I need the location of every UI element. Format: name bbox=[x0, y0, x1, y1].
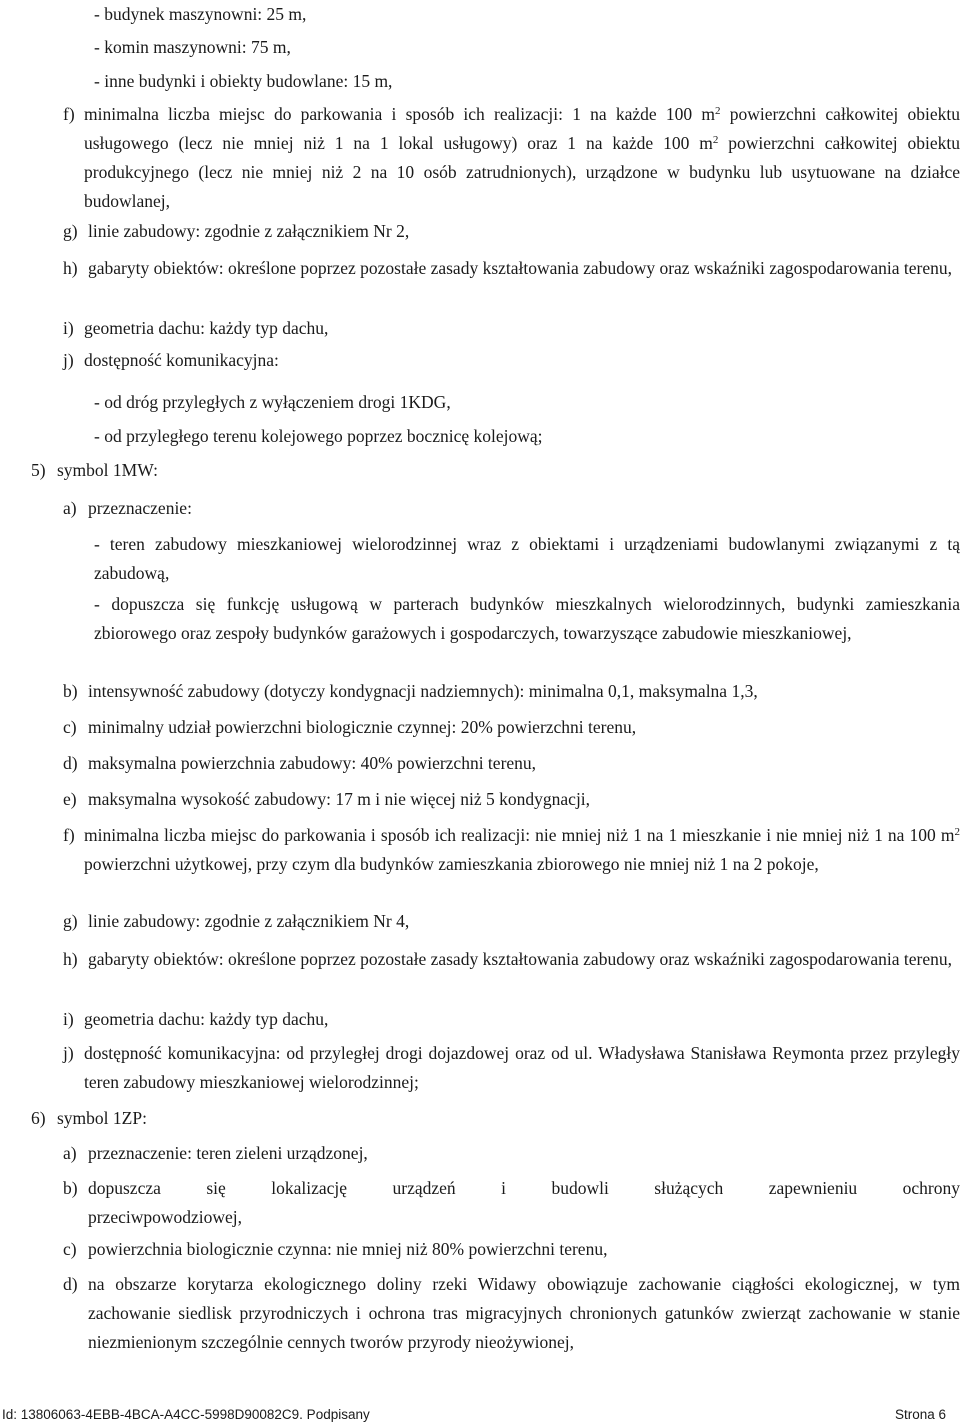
item-text: maksymalna wysokość zabudowy: 17 m i nie więcej niż 5 kondygnacji, bbox=[88, 789, 591, 809]
item-h-dimensions bbox=[0, 945, 960, 1003]
item-label: c) bbox=[63, 1239, 77, 1259]
item-label: g) bbox=[63, 221, 78, 241]
item-label: f) bbox=[63, 825, 75, 845]
item-text: linie zabudowy: zgodnie z załącznikiem Nr 4, bbox=[88, 911, 410, 931]
page-number: Strona 6 bbox=[894, 1407, 946, 1422]
list-item: - od dróg przyległych z wyłączeniem drogi 1KDG, bbox=[94, 392, 451, 412]
item-label: g) bbox=[63, 911, 78, 931]
item-text: minimalna liczba miejsc do parkowania i sposób ich realizacji: 1 na każde 100 $m^2$ powierzchni całkowitej obiektu usługowego (lecz nie mniej niż 1 na 1 lokal usługowy) oraz 1 na każde 100 $m^2$ powierzchni całkowitej obiektu produkcyjnego (lecz nie mniej niż 2 na 10 osób zatrudnionych), urządzone w budynku lub usytuowane na działce budowlanej, bbox=[84, 104, 960, 211]
item-text: dopuszcza się lokalizację urządzeń i budowli służących zapewnieniu ochrony przeciwpowodziowej, bbox=[88, 1178, 960, 1227]
page-footer bbox=[0, 1405, 960, 1425]
item-text: powierzchnia biologicznie czynna: nie mniej niż 80% powierzchni terenu, bbox=[88, 1239, 608, 1259]
item-b-intensity bbox=[0, 677, 960, 706]
item-label: b) bbox=[63, 1178, 78, 1198]
item-label: a) bbox=[63, 1143, 77, 1163]
item-b-flood-protection bbox=[0, 1174, 960, 1232]
list-item: - teren zabudowy mieszkaniowej wielorodzinnej wraz z obiektami i urządzeniami budowlanymi związanymi z tą zabudową, bbox=[94, 534, 960, 583]
item-label: b) bbox=[63, 681, 78, 701]
list-item: - dopuszcza się funkcję usługową w parterach budynków mieszkalnych wielorodzinnych, budynki zamieszkania zbiorowego oraz zespoły budynków garażowych i gospodarczych, towarzyszące zabudowie mieszkaniowej, bbox=[94, 594, 960, 643]
item-i-roof bbox=[0, 1005, 960, 1034]
item-text: geometria dachu: każdy typ dachu, bbox=[84, 1009, 329, 1029]
item-label: j) bbox=[63, 350, 74, 370]
item-f-parking bbox=[0, 100, 960, 216]
section-text: symbol 1ZP: bbox=[57, 1108, 147, 1128]
section-5-heading bbox=[0, 456, 960, 485]
item-label: f) bbox=[63, 104, 75, 124]
document-id: Id: 13806063-4EBB-4BCA-A4CC-5998D90082C9. Podpisany bbox=[2, 1407, 370, 1422]
item-text: gabaryty obiektów: określone poprzez pozostałe zasady kształtowania zabudowy oraz wskaźniki zagospodarowania terenu, bbox=[88, 258, 952, 278]
item-text: minimalny udział powierzchni biologicznie czynnej: 20% powierzchni terenu, bbox=[88, 717, 637, 737]
item-h-dimensions bbox=[0, 254, 960, 312]
item-text: geometria dachu: każdy typ dachu, bbox=[84, 318, 329, 338]
item-text: dostępność komunikacyjna: bbox=[84, 350, 279, 370]
item-label: j) bbox=[63, 1043, 74, 1063]
item-text: dostępność komunikacyjna: od przyległej drogi dojazdowej oraz od ul. Władysława Stanisława Reymonta przez przyległy teren zabudowy mieszkaniowej wielorodzinnej; bbox=[84, 1043, 960, 1092]
item-label: i) bbox=[63, 318, 74, 338]
section-label: 5) bbox=[31, 460, 46, 480]
item-d-ecological-corridor bbox=[0, 1270, 960, 1386]
item-f-parking bbox=[0, 821, 960, 908]
item-label: d) bbox=[63, 753, 78, 773]
item-label: a) bbox=[63, 498, 77, 518]
section-label: 6) bbox=[31, 1108, 46, 1128]
section-text: symbol 1MW: bbox=[57, 460, 158, 480]
item-label: e) bbox=[63, 789, 77, 809]
list-item: - od przyległego terenu kolejowego poprzez bocznicę kolejową; bbox=[94, 426, 543, 446]
item-label: h) bbox=[63, 258, 78, 278]
item-label: c) bbox=[63, 717, 77, 737]
item-text: minimalna liczba miejsc do parkowania i sposób ich realizacji: nie mniej niż 1 na 1 mieszkanie i nie mniej niż 1 na 100 $m^2$ powierzchni użytkowej, przy czym dla budynków zamieszkania zbiorowego nie mniej niż 1 na 2 pokoje, bbox=[84, 825, 960, 874]
item-a-purpose bbox=[0, 1139, 960, 1168]
item-label: i) bbox=[63, 1009, 74, 1029]
item-text: intensywność zabudowy (dotyczy kondygnacji nadziemnych): minimalna 0,1, maksymalna 1,3, bbox=[88, 681, 758, 701]
item-text: gabaryty obiektów: określone poprzez pozostałe zasady kształtowania zabudowy oraz wskaźniki zagospodarowania terenu, bbox=[88, 949, 952, 969]
item-e-max-height bbox=[0, 785, 960, 814]
list-item: - komin maszynowni: 75 m, bbox=[94, 37, 291, 57]
item-i-roof bbox=[0, 314, 960, 343]
item-label: d) bbox=[63, 1274, 78, 1294]
item-d-max-area bbox=[0, 749, 960, 778]
item-text: maksymalna powierzchnia zabudowy: 40% powierzchni terenu, bbox=[88, 753, 537, 773]
item-text: przeznaczenie: teren zieleni urządzonej, bbox=[88, 1143, 368, 1163]
item-j-access bbox=[0, 346, 960, 375]
item-text: linie zabudowy: zgodnie z załącznikiem Nr 2, bbox=[88, 221, 410, 241]
item-text: na obszarze korytarza ekologicznego doliny rzeki Widawy obowiązuje zachowanie ciągłości ekologicznej, w tym zachowanie siedlisk przyrodniczych i ochrona tras migracyjnych chronionych gatunków zwierząt zachowanie w stanie niezmienionym szczególnie cennych tworów przyrody nieożywionej, bbox=[88, 1274, 960, 1352]
item-g-building-lines bbox=[0, 217, 960, 246]
item-c-bio-area bbox=[0, 1235, 960, 1264]
item-c-bio-area bbox=[0, 713, 960, 742]
list-item: - inne budynki i obiekty budowlane: 15 m, bbox=[94, 71, 393, 91]
list-item: - budynek maszynowni: 25 m, bbox=[94, 4, 307, 24]
section-6-heading bbox=[0, 1104, 960, 1133]
item-text: przeznaczenie: bbox=[88, 498, 192, 518]
item-label: h) bbox=[63, 949, 78, 969]
item-a-purpose bbox=[0, 494, 960, 523]
item-j-access bbox=[0, 1039, 960, 1097]
item-g-building-lines bbox=[0, 907, 960, 936]
